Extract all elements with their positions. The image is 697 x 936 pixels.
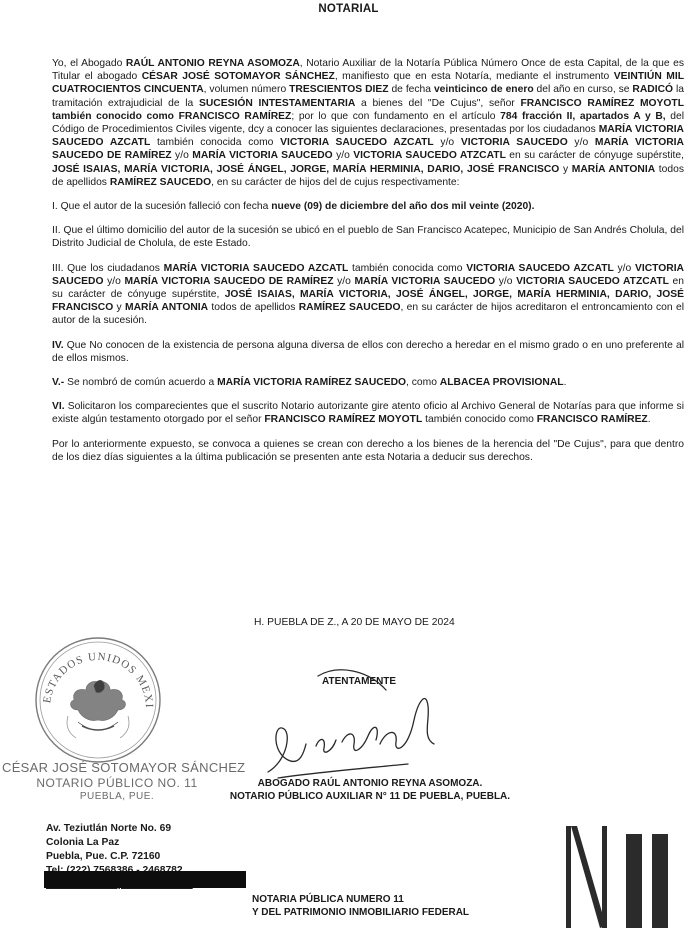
stamp-location: PUEBLA, PUE. <box>79 791 155 802</box>
signer-block <box>205 777 535 803</box>
declaration-i: I. Que el autor de la sucesión falleció con fecha nueve (09) de diciembre del año dos mil veinte (2020). <box>52 201 535 213</box>
declaration-iii: III. Que los ciudadanos MARÍA VICTORIA SAUCEDO AZCATL también conocida como VICTORIA SAUCEDO AZCATL y/o VICTORIA SAUCEDO y/o MARÍA VICTORIA SAUCEDO DE RAMÍREZ y/o MARÍA VICTORIA SAUCEDO y/o VICTORIA SAUCEDO ATZCATL en su carácter de cónyuge supérstite, JOSÉ ISAIAS, MARÍA VICTORIA, JOSÉ ÁNGEL, JORGE, MARÍA HERMINIA, DARIO, JOSÉ FRANCISCO y MARÍA ANTONIA todos de apellidos RAMÍREZ SAUCEDO, en su carácter de hijos acreditaron el entroncamiento con el autor de la sucesión. <box>52 262 685 327</box>
closing-text: ATENTAMENTE <box>322 676 397 687</box>
office-name <box>252 894 469 919</box>
notary-stamp <box>2 760 246 802</box>
declaration-ii: II. Que el último domicilio del autor de la sucesión se ubicó en el pueblo de San Francisco Acatepec, Municipio de San Andrés Cholula, del Distrito Judicial de Cholula, de este Estado. <box>52 225 684 250</box>
paragraph-convocation: Por lo anteriormente expuesto, se convoca a quienes se crean con derecho a los bienes de la herencia del "De Cujus", para que dentro de los diez días siguientes a la última publicación se presenten ante esta Notaria a deducir sus derechos. <box>52 438 684 463</box>
office-line-1: NOTARIA PÚBLICA NUMERO 11 <box>252 894 404 905</box>
signature-icon <box>258 660 458 790</box>
address-line-2: Colonia La Paz <box>46 837 120 848</box>
stamp-name: CÉSAR JOSÉ SOTOMAYOR SÁNCHEZ <box>2 760 246 775</box>
paragraph-intro: Yo, el Abogado RAÚL ANTONIO REYNA ASOMOZA, Notario Auxiliar de la Notaría Pública Número Once de esta Capital, de la que es Titular el abogado CÉSAR JOSÉ SOTOMAYOR SÁNCHEZ, manifiesto que en esta Notaría, mediante el instrumento VEINTIÚN MIL CUATROCIENTOS CINCUENTA, volumen número TRESCIENTOS DIEZ de fecha veinticinco de enero del año en curso, se RADICÓ la tramitación extrajudicial de la SUCESIÓN INTESTAMENTARIA a bienes del "De Cujus", señor FRANCISCO RAMÍREZ MOYOTL también conocido como FRANCISCO RAMÍREZ; por lo que con fundamento en el artículo 784 fracción II, apartados A y B, del Código de Procedimientos Civiles vigente, dcy a conocer las siguientes declaraciones, presentadas por los ciudadanos MARÍA VICTORIA SAUCEDO AZCATL también conocida como VICTORIA SAUCEDO AZCATL y/o VICTORIA SAUCEDO y/o MARÍA VICTORIA SAUCEDO DE RAMÍREZ y/o MARÍA VICTORIA SAUCEDO y/o VICTORIA SAUCEDO ATZCATL en su carácter de cónyuge supérstite, JOSÉ ISAIAS, MARÍA VICTORIA, JOSÉ ÁNGEL, JORGE, MARÍA HERMINIA, DARIO, JOSÉ FRANCISCO y MARÍA ANTONIA todos de apellidos RAMÍREZ SAUCEDO, en su carácter de hijos del de cujus respectivamente: <box>52 58 685 188</box>
notary-logo-icon <box>560 826 680 936</box>
address-line-1: Av. Teziutlán Norte No. 69 <box>46 823 172 834</box>
signer-title: NOTARIO PÚBLICO AUXILIAR N° 11 DE PUEBLA, PUEBLA. <box>229 791 511 802</box>
national-seal-icon <box>28 630 168 775</box>
declaration-v: V.- Se nombró de común acuerdo a MARÍA VICTORIA RAMÍREZ SAUCEDO, como ALBACEA PROVISIONAL. <box>52 377 567 389</box>
notice-body <box>52 57 684 475</box>
stamp-title: NOTARIO PÚBLICO NO. 11 <box>36 776 198 790</box>
declaration-vi: VI. Solicitaron los comparecientes que el suscrito Notario autorizante gire atento oficio al Archivo General de Notarías para que informe si existe algún testamento otorgado por el señor FRANCISCO RAMÍREZ MOYOTL también conocido como FRANCISCO RAMÍREZ. <box>52 401 684 426</box>
redaction-bar <box>44 871 246 888</box>
declaration-iv: IV. Que No conocen de la existencia de persona alguna diversa de ellos con derecho a heredar en el mismo grado o en uno preferente al de ellos mismos. <box>52 339 684 364</box>
office-line-2: Y DEL PATRIMONIO INMOBILIARIO FEDERAL <box>252 906 470 918</box>
date-line: H. PUEBLA DE Z., A 20 DE MAYO DE 2024 <box>254 617 455 628</box>
address-line-3: Puebla, Pue. C.P. 72160 <box>46 851 161 862</box>
document-title: NOTARIAL <box>318 3 379 15</box>
seal-ring-text: ESTADOS UNIDOS MEXI <box>41 650 156 709</box>
signer-name: ABOGADO RAÚL ANTONIO REYNA ASOMOZA. <box>257 778 483 789</box>
